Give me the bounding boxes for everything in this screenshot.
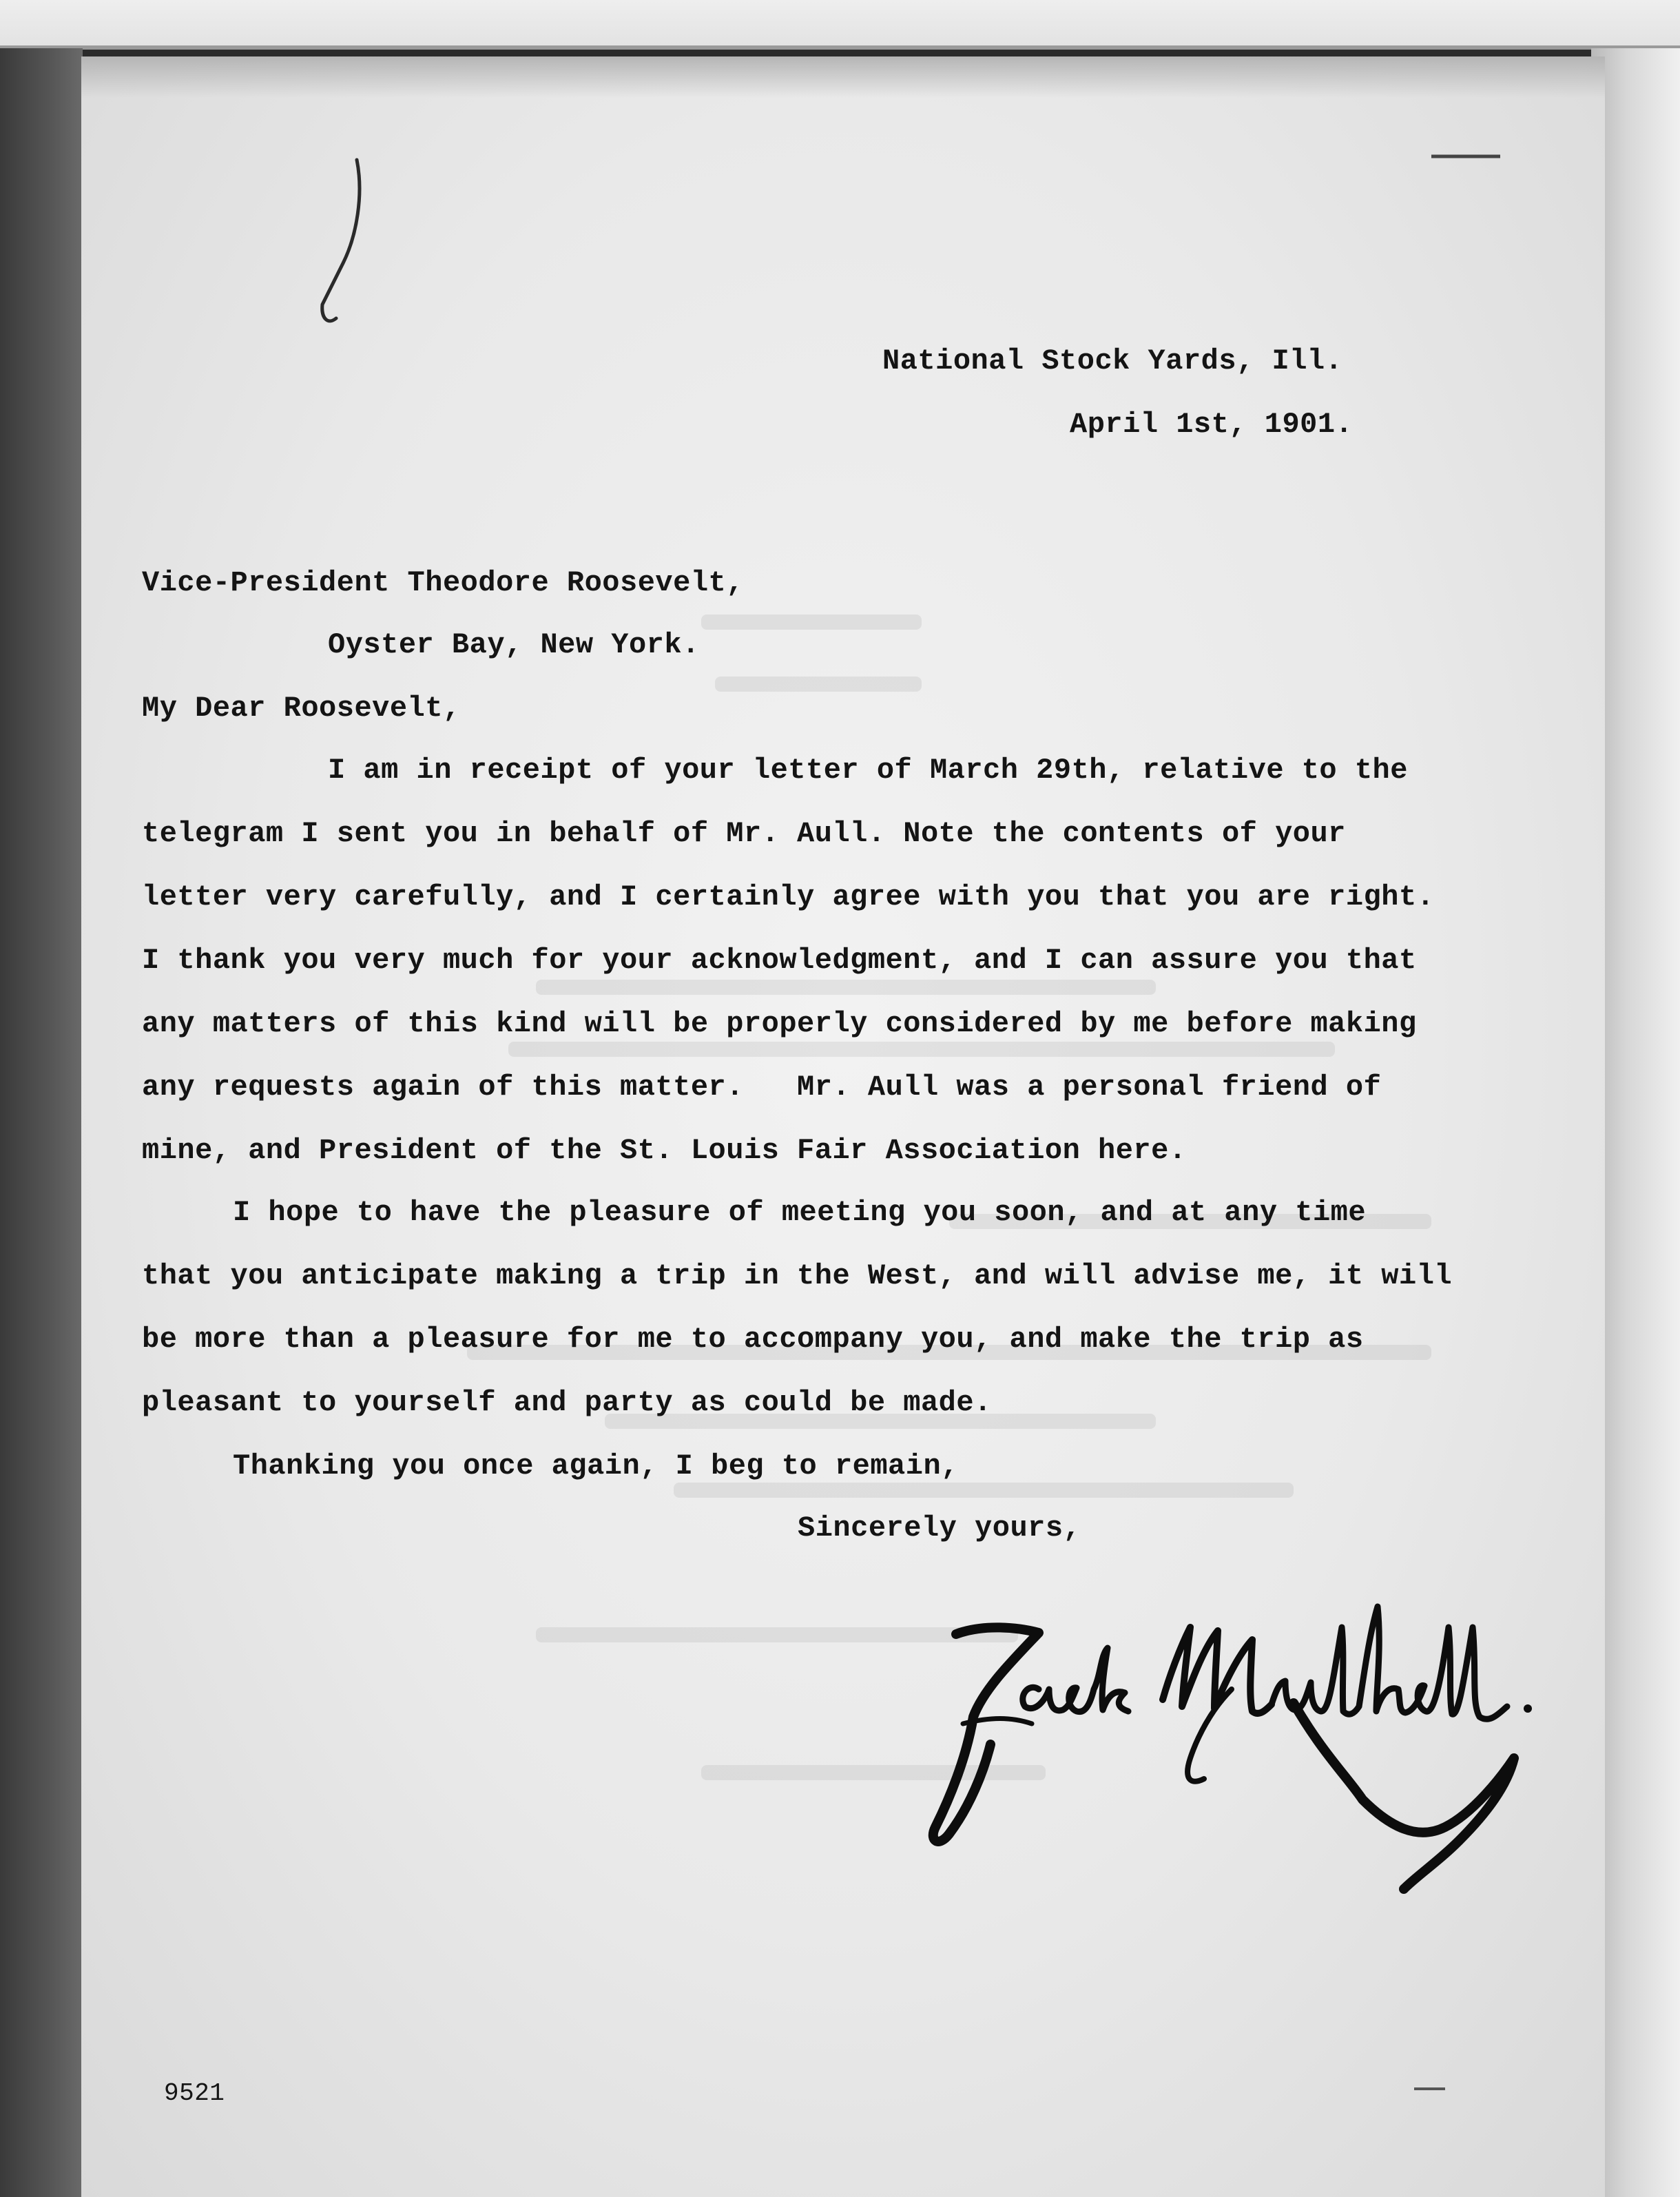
recipient-address: Oyster Bay, New York. [328,628,700,661]
body-line: I am in receipt of your letter of March 29th, relative to the [328,754,1408,787]
body-line: Thanking you once again, I beg to remain, [233,1450,959,1483]
body-line: telegram I sent you in behalf of Mr. Aull. Note the contents of your [142,817,1346,850]
stray-dash-mark [1424,146,1507,167]
handwritten-signature [908,1551,1597,1910]
body-line: any matters of this kind will be properly considered by me before making [142,1007,1417,1040]
recipient-name: Vice-President Theodore Roosevelt, [142,566,744,599]
body-line: I thank you very much for your acknowledgment, and I can assure you that [142,944,1417,977]
scan-top-edge [0,45,1680,50]
salutation: My Dear Roosevelt, [142,692,461,725]
letter-date: April 1st, 1901. [1070,408,1354,441]
letter-place: National Stock Yards, Ill. [882,344,1343,378]
closing: Sincerely yours, [798,1512,1081,1545]
body-line: any requests again of this matter. Mr. Aull was a personal friend of [142,1071,1382,1104]
body-line: I hope to have the pleasure of meeting you soon, and at any time [233,1196,1367,1229]
scan-left-margin [0,48,83,2197]
body-line: that you anticipate making a trip in the West, and will advise me, it will [142,1259,1453,1292]
stray-dash-mark-bottom [1411,2082,1452,2096]
body-line: pleasant to yourself and party as could be made. [142,1386,992,1419]
body-line: mine, and President of the St. Louis Fair Association here. [142,1134,1187,1167]
pencil-check-mark [309,153,371,353]
page-number: 9521 [164,2079,225,2107]
body-line: be more than a pleasure for me to accompany you, and make the trip as [142,1323,1364,1356]
letter-page [81,56,1605,2197]
scan-top-margin [0,0,1680,48]
body-line: letter very carefully, and I certainly agree with you that you are right. [142,880,1435,914]
